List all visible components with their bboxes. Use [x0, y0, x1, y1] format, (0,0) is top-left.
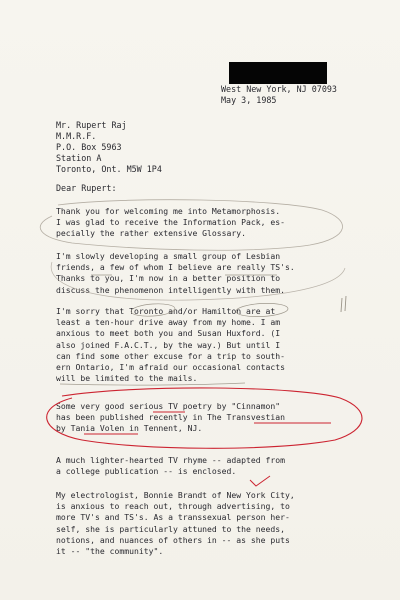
pencil-margin-ticks [341, 296, 346, 312]
recipient-line: Mr. Rupert Raj [56, 120, 127, 130]
sender-address [221, 84, 337, 106]
paragraph-distance: I'm sorry that Toronto and/or Hamilton are at least a ten-hour drive away from my home. I am anxious to meet both you and Susan Huxford. (I also joined F.A.C.T., by the way.) But until I can find some other excuse for a trip to south- ern Ontario, I'm afraid our occasional contacts will be limited to the mails. [56, 306, 286, 384]
letter-date: May 3, 1985 [221, 95, 277, 105]
paragraph-electrologist: My electrologist, Bonnie Brandt of New York City, is anxious to reach out, through advertising, to more TV's and TS's. As a transsexual person her- self, she is particularly attuned to the needs, notions, and nuances of others in -- as she puts it -- "the community". [56, 490, 295, 557]
sender-city-line: West New York, NJ 07093 [221, 84, 337, 94]
paragraph-poetry: Some very good serious TV poetry by "Cinnamon" has been published recently in The Transvestian by Tania Volen in Tennent, NJ. [56, 401, 286, 434]
recipient-line: Station A [56, 153, 102, 164]
recipient-line: P.O. Box 5963 [56, 142, 122, 153]
paragraph-friends: I'm slowly developing a small group of Lesbian friends, a few of whom I believe are really TS's. Thanks to you, I'm now in a better position to discuss the phenomenon intelligently with them. [56, 251, 295, 295]
paragraph-welcome: Thank you for welcoming me into Metamorphosis. I was glad to receive the Information Pack, es- pecially the rather extensive Glossary. [56, 206, 286, 239]
paragraph-rhyme: A much lighter-hearted TV rhyme -- adapted from a college publication -- is enclosed. [56, 455, 286, 477]
red-pen-check-mark [250, 476, 270, 486]
redaction-bar [229, 62, 327, 84]
recipient-address [56, 120, 162, 175]
recipient-line: Toronto, Ont. M5W 1P4 [56, 164, 162, 175]
salutation: Dear Rupert: [56, 183, 117, 193]
recipient-line: M.M.R.F. [56, 131, 97, 142]
